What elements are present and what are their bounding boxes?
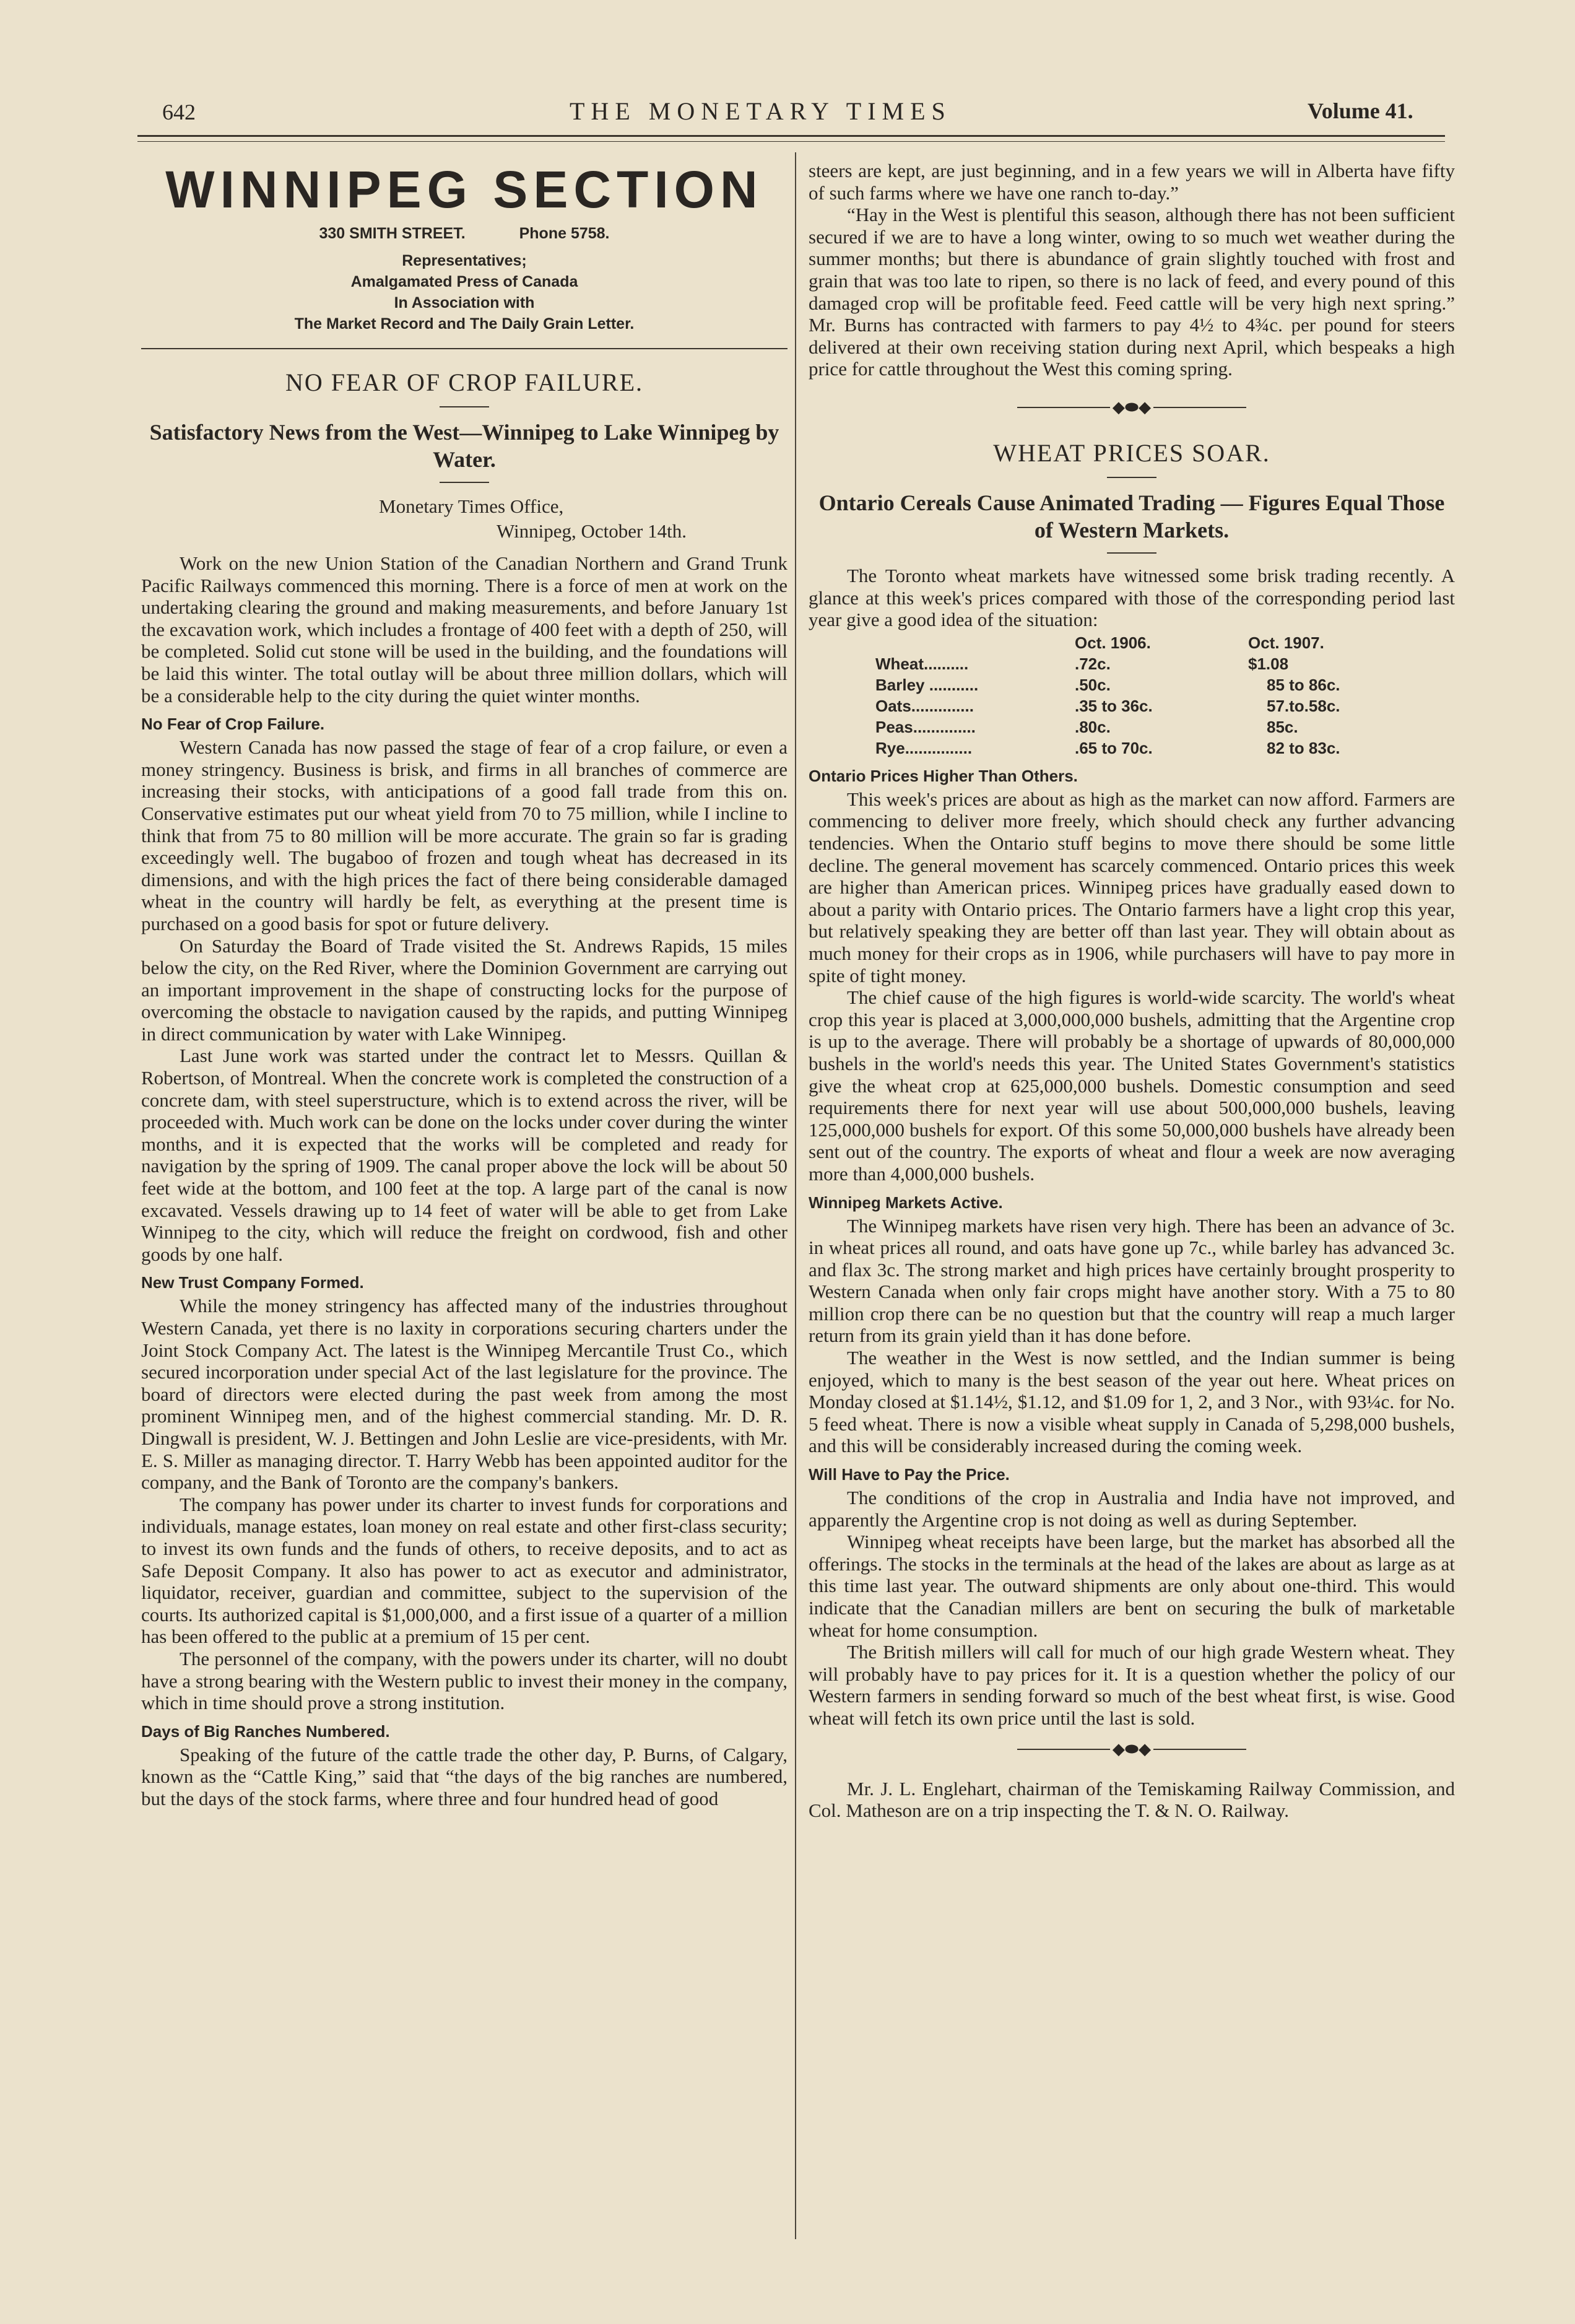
paragraph-continued: steers are kept, are just beginning, and in a few years we will in Alberta have fifty of such farms where we have one ranch to-day.” bbox=[809, 160, 1455, 204]
assoc-label: In Association with bbox=[394, 294, 535, 311]
paragraph: While the money stringency has affected many of the industries throughout Western Canada, yet there is no laxity in corporations securing charters under the Joint Stock Company Act. The latest is the Winnipeg Mercantile Trust Co., which secured incorporation under special Act of the last legislature for the province. The board of directors were elected during the past week from among the most prominent Winnipeg men, and of the highest commercial standing. Mr. D. R. Dingwall is president, W. J. Bettingen and John Leslie are vice-presidents, with Mr. E. S. Miller as managing director. T. Harry Webb has been appointed auditor for the company, and the Bank of Toronto are the company's bankers. bbox=[141, 1295, 788, 1494]
table-row bbox=[875, 674, 1397, 695]
paragraph: Western Canada has now passed the stage of fear of a crop failure, or even a money stringency. Business is brisk, and firms in all branches of commerce are increasing their stocks, with anticipations of a good fall trade from this on. Conservative estimates put our wheat yield from 70 to 75 million, while I incline to think that from 75 to 80 million will be more accurate. The grain so far is grading exceedingly well. The bugaboo of frozen and tough wheat has decreased in its dimensions, and with the high prices the fact of there being considerable damaged wheat in the country will hardly be felt, as everything at the present time is purchased on a good basis for spot or future delivery. bbox=[141, 736, 788, 934]
journal-title: THE MONETARY TIMES bbox=[570, 97, 952, 125]
reps-label: Representatives; bbox=[402, 252, 527, 269]
paragraph: The Toronto wheat markets have witnessed some brisk trading recently. A glance at this week's prices compared with those of the corresponding period last year give a good idea of the situation: bbox=[809, 565, 1455, 631]
table-cell: Oats.............. bbox=[875, 696, 974, 715]
paragraph: Winnipeg wheat receipts have been large, but the market has absorbed all the offerings. The stocks in the terminals at the head of the lakes are about as large as at this time last year. The outward shipments are only about one-third. This would indicate that the Canadian millers are bent on securing the bulk of marketable wheat for home consumption. bbox=[809, 1531, 1455, 1641]
right-column bbox=[809, 160, 1455, 1822]
article-deck: Satisfactory News from the West—Winnipeg to Lake Winnipeg by Water. bbox=[149, 420, 779, 472]
table-row bbox=[875, 716, 1397, 738]
table-header bbox=[875, 632, 1075, 653]
subheading: Ontario Prices Higher Than Others. bbox=[809, 766, 1078, 785]
left-column bbox=[141, 160, 788, 1809]
table-cell: .65 to 70c. bbox=[1075, 738, 1153, 757]
table-header-row bbox=[875, 632, 1397, 653]
paragraph: Last June work was started under the contract let to Messrs. Quillan & Robertson, of Montreal. When the concrete work is completed the construction of a concrete dam, with steel superstructure, which is to extend across the river, will be proceeded with. Much work can be done on the locks under cover during the winter months, and it is expected that the works will be completed and ready for navigation by the spring of 1909. The canal proper above the lock will be about 50 feet wide at the bottom, and 100 feet at the top. A large part of the canal is now excavated. Vessels drawing up to 14 feet of water will be able to get from Lake Winnipeg to the city, which will reduce the freight on cordwood, fish and other goods by one half. bbox=[141, 1045, 788, 1265]
table-row bbox=[875, 653, 1397, 674]
table-cell: 82 to 83c. bbox=[1267, 738, 1340, 757]
table-cell: .72c. bbox=[1075, 654, 1111, 673]
section-address: 330 SMITH STREET. bbox=[319, 225, 466, 242]
subheading: Will Have to Pay the Price. bbox=[809, 1465, 1010, 1484]
paragraph: Speaking of the future of the cattle trade the other day, P. Burns, of Calgary, known as the “Cattle King,” said that “the days of the big ranches are numbered, but the days of the stock farms, where three and four hundred head of good bbox=[141, 1743, 788, 1809]
ornament-diamonds-icon: ◆⬬◆ bbox=[1112, 1739, 1152, 1758]
dateline bbox=[141, 494, 788, 544]
subheading: No Fear of Crop Failure. bbox=[141, 715, 325, 734]
paragraph: The personnel of the company, with the powers under its charter, will no doubt have a strong bearing with the Western public to invest their money in the company, which in time should prove a strong institution. bbox=[141, 1647, 788, 1714]
table-cell: 85 to 86c. bbox=[1267, 675, 1340, 694]
subheading: New Trust Company Formed. bbox=[141, 1273, 364, 1292]
paragraph: The conditions of the crop in Australia and India have not improved, and apparently the Argentine crop is not doing as well as during September. bbox=[809, 1487, 1455, 1531]
paragraph: This week's prices are about as high as the market can now afford. Farmers are commencing to deliver more freely, which should check any further advancing tendencies. When the Ontario stuff begins to move there should be some little decline. The general movement has scarcely commenced. Ontario prices this week are higher than American prices. Winnipeg prices have gradually eased down to about a parity with Ontario prices. The Ontario farmers have a light crop this year, but relatively speaking they are better off than last year. They will obtain about as much money for their crops as in 1906, while purchasers will have to pay more in spite of tight money. bbox=[809, 788, 1455, 986]
paragraph: The weather in the West is now settled, and the Indian summer is being enjoyed, which to many is the best season of the year out here. Wheat prices on Monday closed at $1.14½, $1.12, and $1.09 for 1, 2, and 3 Nor., with 93¼c. for No. 5 feed wheat. There is now a visible wheat supply in Canada of 5,298,000 bushels, and this will be considerably increased during the coming week. bbox=[809, 1347, 1455, 1457]
section-address-line bbox=[141, 223, 788, 244]
paragraph: Work on the new Union Station of the Canadian Northern and Grand Trunk Pacific Railways commenced this morning. There is a force of men at work on the undertaking clearing the ground and making measurements, and before January 1st the excavation work, which includes a frontage of 400 feet with a depth of 250, will be completed. Solid cut stone will be used in the building, and the foundations will be laid this winter. The total outlay will be about three million dollars, which will be a considerable help to the city during the quiet winter months. bbox=[141, 552, 788, 707]
section-title: WINNIPEG SECTION bbox=[165, 160, 763, 219]
deck-rule bbox=[440, 482, 489, 483]
subheading: Winnipeg Markets Active. bbox=[809, 1193, 1003, 1212]
table-header: Oct. 1907. bbox=[1248, 633, 1324, 652]
paragraph: On Saturday the Board of Trade visited the St. Andrews Rapids, 15 miles below the city, on the Red River, where the Dominion Government are carrying out an important improvement in the shape of constructing locks for the purpose of overcoming the obstacle to navigation caused by the rapids, and putting Winnipeg in direct communication by water with Lake Winnipeg. bbox=[141, 934, 788, 1045]
table-cell: Wheat.......... bbox=[875, 654, 969, 673]
page-number: 642 bbox=[162, 100, 196, 124]
table-cell: Peas.............. bbox=[875, 717, 976, 736]
dateline-date: Winnipeg, October 14th. bbox=[497, 520, 687, 542]
article-title: NO FEAR OF CROP FAILURE. bbox=[285, 368, 644, 396]
table-row bbox=[875, 738, 1397, 759]
ornament-divider bbox=[809, 1736, 1455, 1762]
ornament-diamonds-icon: ◆⬬◆ bbox=[1112, 398, 1152, 417]
table-cell: Barley ........... bbox=[875, 675, 979, 694]
paragraph: The chief cause of the high figures is world-wide scarcity. The world's wheat crop this year is placed at 3,000,000,000 bushels, admitting that the Argentine crop is up to the average. There will probably be a shortage of upwards of 80,000,000 bushels in the world's needs this year. The United States Government's statistics give the wheat crop at 625,000,000 bushels. Domestic consumption and seed requirements there for next year will use about 500,000,000 bushels, leaving 125,000,000 bushels for export. Of this some 50,000,000 bushels have already been sent out of the country. The exports of wheat and flour a week are now averaging more than 4,000,000 bushels. bbox=[809, 986, 1455, 1185]
paragraph: “Hay in the West is plentiful this season, although there has not been sufficient secured if we are to have a long winter, owing to so much wet weather during the summer months; but there is abundance of grain slightly touched with frost and grain that was too late to ripen, so there is no lack of feed, and every pound of this damaged crop will be profitable feed. Feed cattle will be very high next spring.” Mr. Burns has contracted with farmers to pay 4½ to 4¾c. per pound for steers delivered at their own receiving station during next April, which bespeaks a high price for cattle throughout the West this coming spring. bbox=[809, 204, 1455, 380]
section-phone: Phone 5758. bbox=[519, 225, 610, 242]
table-cell: 57.to.58c. bbox=[1267, 696, 1340, 715]
table-cell: Rye............... bbox=[875, 738, 973, 757]
table-cell: 85c. bbox=[1267, 717, 1298, 736]
volume-label: Volume 41. bbox=[1308, 98, 1413, 123]
dateline-office: Monetary Times Office, bbox=[379, 495, 564, 517]
table-cell: $1.08 bbox=[1248, 654, 1289, 673]
title-rule bbox=[440, 406, 489, 407]
table-row bbox=[875, 695, 1397, 716]
header-rule bbox=[137, 135, 1445, 137]
title-rule bbox=[1107, 477, 1156, 478]
notice-paragraph: Mr. J. L. Englehart, chairman of the Temiskaming Railway Commission, and Col. Matheson are on a trip inspecting the T. & N. O. Railway. bbox=[809, 1777, 1455, 1822]
assoc-name: The Market Record and The Daily Grain Letter. bbox=[294, 315, 635, 333]
header-rule-thin bbox=[137, 141, 1445, 142]
table-cell: .35 to 36c. bbox=[1075, 696, 1153, 715]
paragraph: The Winnipeg markets have risen very high. There has been an advance of 3c. in wheat prices all round, and oats have gone up 7c., while barley has advanced 3c. and flax 3c. The strong market and high prices have certainly brought prosperity to Western Canada when only fair crops might have another story. With a 75 to 80 million crop there can be no question but that the country will reap a much larger return from its grain yield than it has done before. bbox=[809, 1214, 1455, 1347]
table-header: Oct. 1906. bbox=[1075, 633, 1151, 652]
subheading: Days of Big Ranches Numbered. bbox=[141, 1721, 390, 1741]
ornament-divider bbox=[809, 394, 1455, 420]
paragraph: The British millers will call for much of our high grade Western wheat. They will probably have to pay prices for it. It is a question whether the policy of our Western farmers in sending forward so much of the best wheat first, is wise. Good wheat will fetch its own price until the last is sold. bbox=[809, 1641, 1455, 1729]
deck-rule bbox=[1107, 552, 1156, 554]
table-cell: .50c. bbox=[1075, 675, 1111, 694]
column-divider bbox=[795, 152, 796, 2239]
reps-name: Amalgamated Press of Canada bbox=[350, 273, 578, 290]
price-table bbox=[875, 632, 1397, 759]
article-title: WHEAT PRICES SOAR. bbox=[993, 439, 1270, 468]
article-deck: Ontario Cereals Cause Animated Trading — Figures Equal Those of Western Markets. bbox=[818, 490, 1445, 543]
paragraph: The company has power under its charter to invest funds for corporations and individuals, manage estates, loan money on real estate and other first-class security; to invest its own funds and the funds of others, to receive deposits, and to act as Safe Deposit Company. It also has power to act as executor and administrator, liquidator, receiver, guardian and committee, subject to the supervision of the courts. Its authorized capital is $1,000,000, and a first issue of a quarter of a million has been offered to the public at a premium of 15 per cent. bbox=[141, 1493, 788, 1648]
table-cell: .80c. bbox=[1075, 717, 1111, 736]
section-rule bbox=[141, 348, 788, 349]
